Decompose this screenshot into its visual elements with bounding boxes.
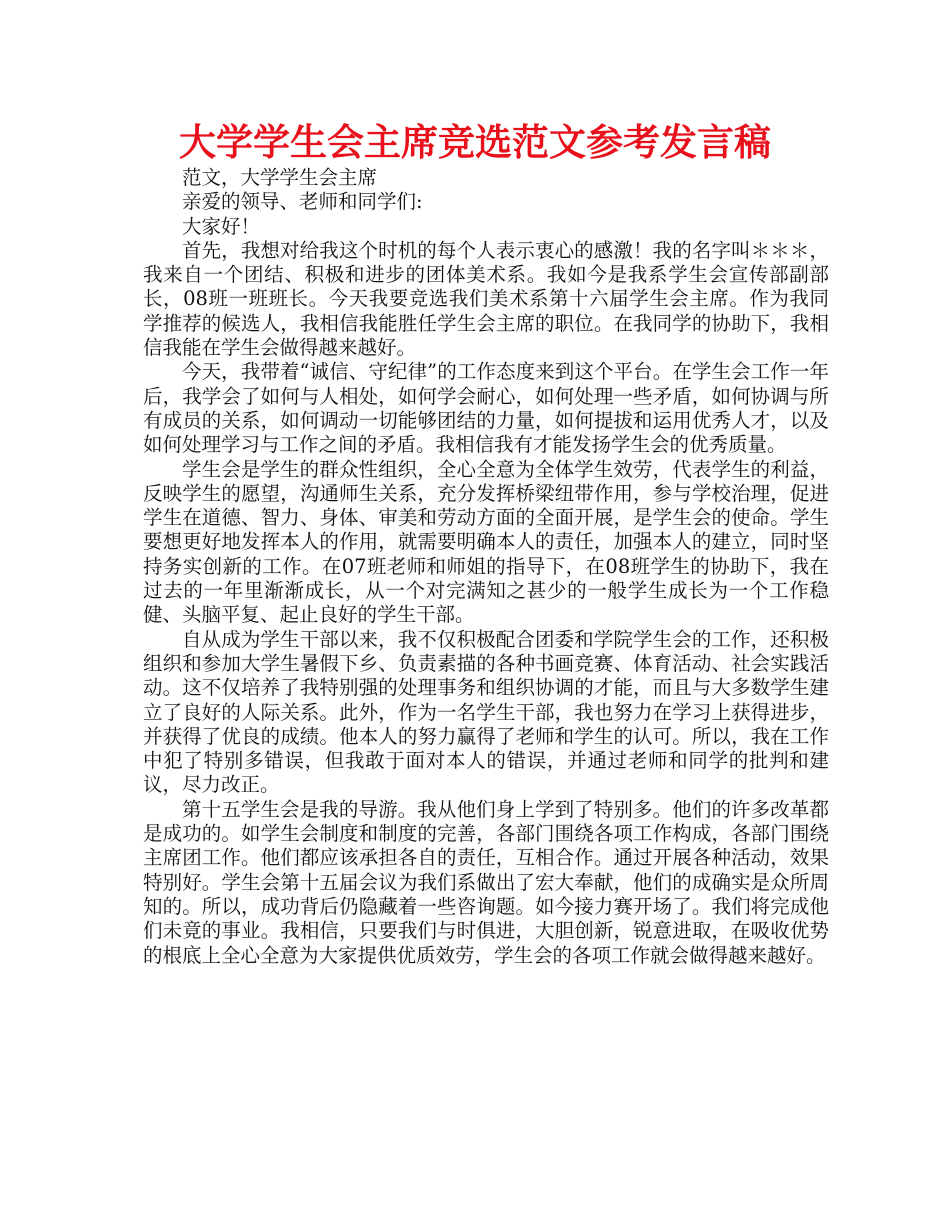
salutation-line: 范文，大学学生会主席: [182, 166, 378, 189]
body-paragraph: 首先，我想对给我这个时机的每个人表示衷心的感激！我的名字叫＊＊＊，我来自一个团结、积极和进步的团体美术系。我如今是我系学生会宣传部副部长，08班一班班长。今天我要竞选我们美术系第十六届学生会主席。作为我同学推荐的候选人，我相信我能胜任学生会主席的职位。在我同学的协助下，我相信我能在学生会做得越来越好。: [143, 238, 829, 360]
salutation-line: 大家好！: [182, 214, 261, 238]
body-paragraph: 今天，我带着“诚信、守纪律”的工作态度来到这个平台。在学生会工作一年后，我学会了如何与人相处，如何学会耐心，如何处理一些矛盾，如何协调与所有成员的关系，如何调动一切能够团结的力量，如何提拔和运用优秀人才，以及如何处理学习与工作之间的矛盾。我相信我有才能发扬学生会的优秀质量。: [143, 360, 829, 457]
salutation-line: 亲爱的领导、老师和同学们:: [182, 190, 423, 214]
body-paragraph: 第十五学生会是我的导游。我从他们身上学到了特别多。他们的许多改革都是成功的。如学生会制度和制度的完善，各部门围绕各项工作构成，各部门围绕主席团工作。他们都应该承担各自的责任，互相合作。通过开展各种活动，效果特别好。学生会第十五届会议为我们系做出了宏大奉献，他们的成确实是众所周知的。所以，成功背后仍隐藏着一些咨询题。如今接力赛开场了。我们将完成他们未竟的事业。我相信，只要我们与时俱进，大胆创新，锐意进取，在吸收优势的根底上全心全意为大家提供优质效劳，学生会的各项工作就会做得越来越好。: [143, 797, 829, 967]
document-title: 大学学生会主席竞选范文参考发言稿: [179, 121, 771, 164]
body-paragraph: 学生会是学生的群众性组织，全心全意为全体学生效劳，代表学生的利益，反映学生的愿望，沟通师生关系，充分发挥桥梁纽带作用，参与学校治理，促进学生在道德、智力、身体、审美和劳动方面的全面开展，是学生会的使命。学生要想更好地发挥本人的作用，就需要明确本人的责任，加强本人的建立，同时坚持务实创新的工作。在07班老师和师姐的指导下，在08班学生的协助下，我在过去的一年里渐渐成长，从一个对完满知之甚少的一般学生成长为一个工作稳健、头脑平复、起止良好的学生干部。: [143, 457, 829, 627]
document-body: [143, 166, 829, 968]
body-paragraph: 自从成为学生干部以来，我不仅积极配合团委和学院学生会的工作，还积极组织和参加大学生暑假下乡、负责素描的各种书画竞赛、体育活动、社会实践活动。这不仅培养了我特别强的处理事务和组织协调的才能，而且与大多数学生建立了良好的人际关系。此外，作为一名学生干部，我也努力在学习上获得进步，并获得了优良的成绩。他本人的努力赢得了老师和学生的认可。所以，我在工作中犯了特别多错误，但我敢于面对本人的错误，并通过老师和同学的批判和建议，尽力改正。: [143, 627, 829, 797]
